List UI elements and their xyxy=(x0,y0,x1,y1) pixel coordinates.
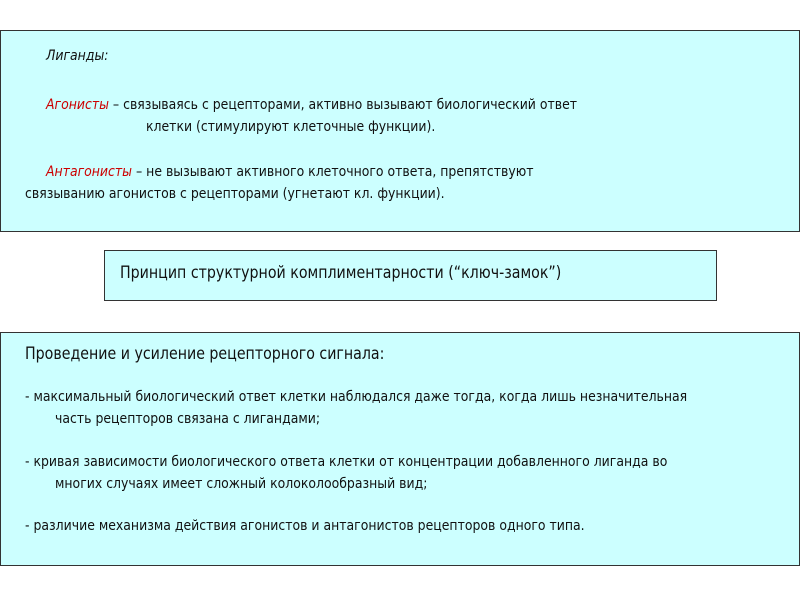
principle-text: Принцип структурной комплиментарности (“ключ-замок”) xyxy=(120,263,562,282)
antagonists-line-2: связыванию агонистов с рецепторами (угнетают кл. функции). xyxy=(25,186,445,202)
antagonists-term: Антагонисты xyxy=(46,164,132,180)
signal-item-1-line-2: часть рецепторов связана с лигандами; xyxy=(55,411,321,427)
agonists-line-2: клетки (стимулируют клеточные функции). xyxy=(146,119,436,135)
agonists-definition: – связываясь с рецепторами, активно вызывают биологический ответ xyxy=(108,97,578,113)
agonists-line-1 xyxy=(46,95,577,115)
agonists-term: Агонисты xyxy=(46,97,109,113)
signal-item-1-line-1: - максимальный биологический ответ клетки наблюдался даже тогда, когда лишь незначительная xyxy=(25,389,688,405)
signal-item-3-line-1: - различие механизма действия агонистов и антагонистов рецепторов одного типа. xyxy=(25,518,585,534)
signal-item-2-line-2: многих случаях имеет сложный колоколообразный вид; xyxy=(55,476,428,492)
signal-heading: Проведение и усиление рецепторного сигнала: xyxy=(25,344,385,363)
antagonists-definition: – не вызывают активного клеточного ответа, препятствуют xyxy=(132,164,534,180)
antagonists-line-1 xyxy=(46,162,534,182)
ligands-heading: Лиганды: xyxy=(46,48,109,64)
signal-item-2-line-1: - кривая зависимости биологического ответа клетки от концентрации добавленного лиганда во xyxy=(25,454,668,470)
